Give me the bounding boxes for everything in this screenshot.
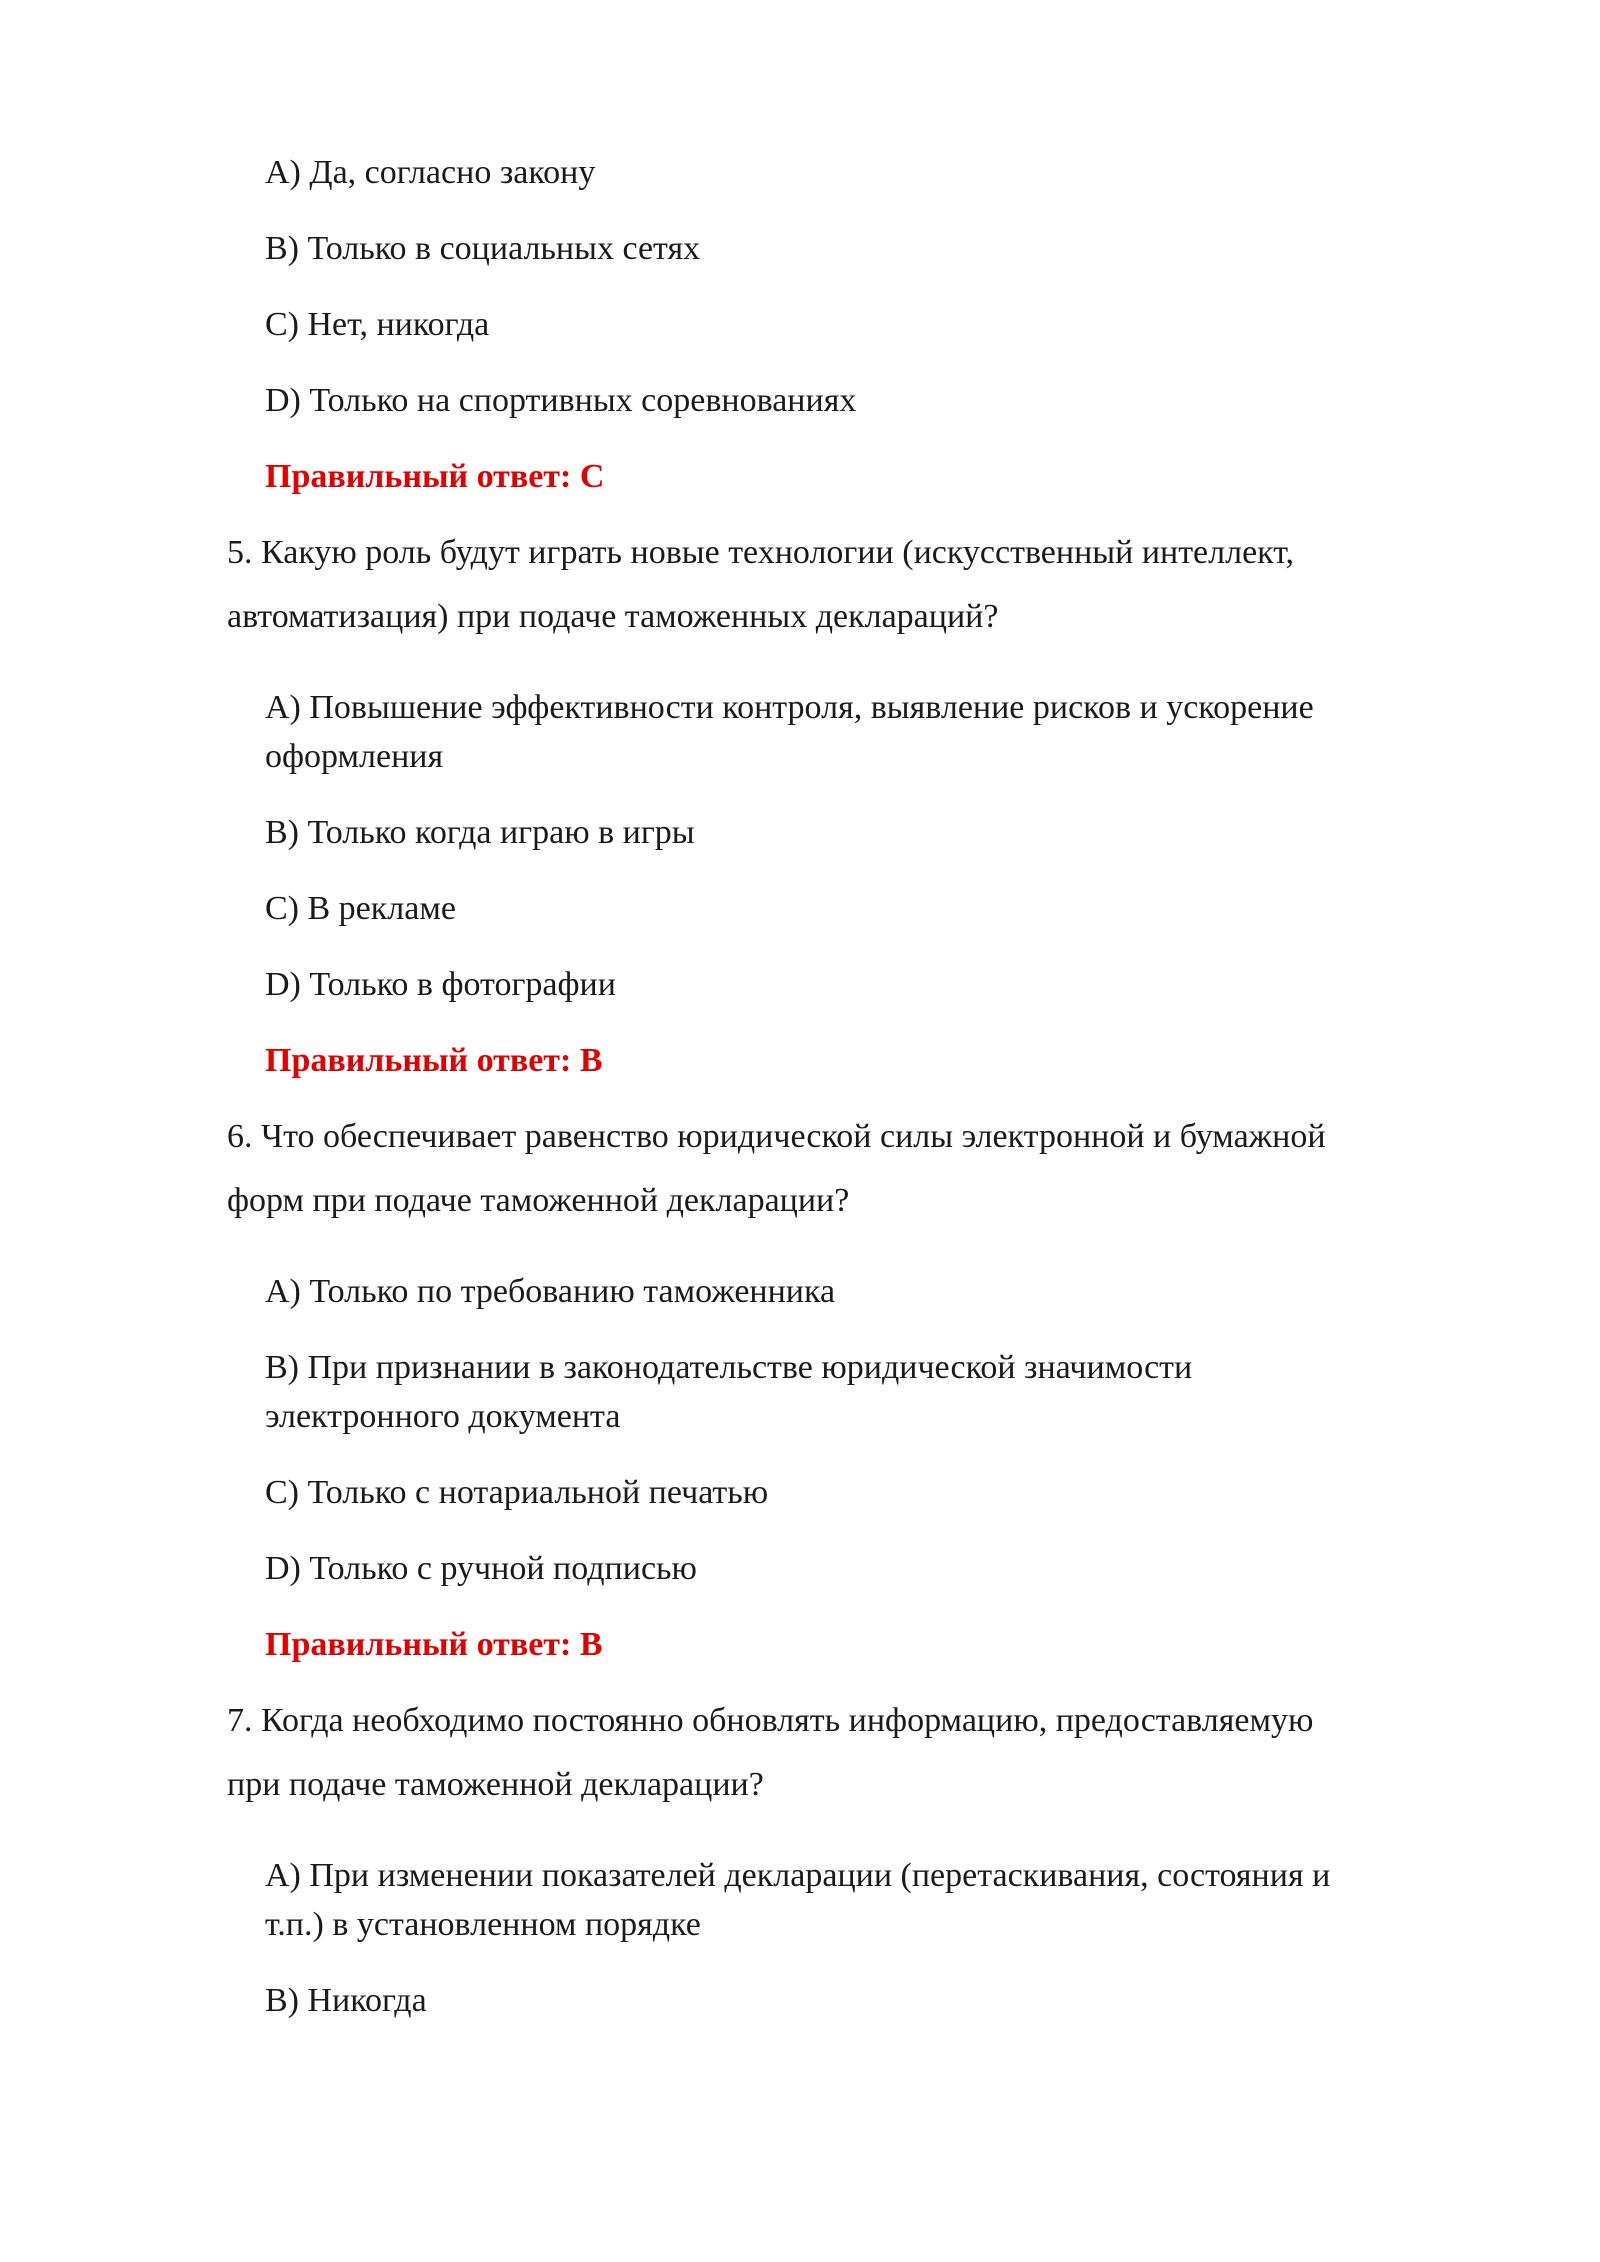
- q4-option-c: C) Нет, никогда: [265, 306, 490, 343]
- q7-question-line-1: 7. Когда необходимо постоянно обновлять информацию, предоставляемую: [227, 1702, 1314, 1739]
- q6-option-c: C) Только с нотариальной печатью: [265, 1474, 769, 1511]
- q5-option-a-line-1: A) Повышение эффективности контроля, выявление рисков и ускорение: [265, 689, 1314, 726]
- q6-option-d: D) Только с ручной подписью: [265, 1550, 697, 1587]
- q7-option-b: B) Никогда: [265, 1982, 427, 2019]
- q6-question-line-2: форм при подаче таможенной декларации?: [227, 1182, 850, 1219]
- q6-question-line-1: 6. Что обеспечивает равенство юридической силы электронной и бумажной: [227, 1118, 1326, 1155]
- q5-question-line-1: 5. Какую роль будут играть новые технологии (искусственный интеллект,: [227, 534, 1295, 571]
- q5-option-b: B) Только когда играю в игры: [265, 814, 695, 851]
- q4-option-d: D) Только на спортивных соревнованиях: [265, 382, 857, 419]
- q4-option-b: B) Только в социальных сетях: [265, 230, 701, 267]
- q7-option-a-line-1: A) При изменении показателей декларации (перетаскивания, состояния и: [265, 1857, 1331, 1894]
- q4-correct-answer: Правильный ответ: C: [265, 458, 605, 495]
- q6-option-b-line-1: B) При признании в законодательстве юридической значимости: [265, 1349, 1193, 1386]
- q7-option-a-line-2: т.п.) в установленном порядке: [265, 1906, 701, 1943]
- q7-question-line-2: при подаче таможенной декларации?: [227, 1766, 764, 1803]
- q4-option-a: A) Да, согласно закону: [265, 154, 596, 191]
- q5-option-c: C) В рекламе: [265, 890, 456, 927]
- q5-question-line-2: автоматизация) при подаче таможенных деклараций?: [227, 598, 999, 635]
- q5-option-a-line-2: оформления: [265, 738, 444, 775]
- q6-option-a: A) Только по требованию таможенника: [265, 1273, 836, 1310]
- q6-option-b-line-2: электронного документа: [265, 1398, 621, 1435]
- q5-option-d: D) Только в фотографии: [265, 966, 616, 1003]
- q6-correct-answer: Правильный ответ: B: [265, 1626, 603, 1663]
- q5-correct-answer: Правильный ответ: B: [265, 1042, 603, 1079]
